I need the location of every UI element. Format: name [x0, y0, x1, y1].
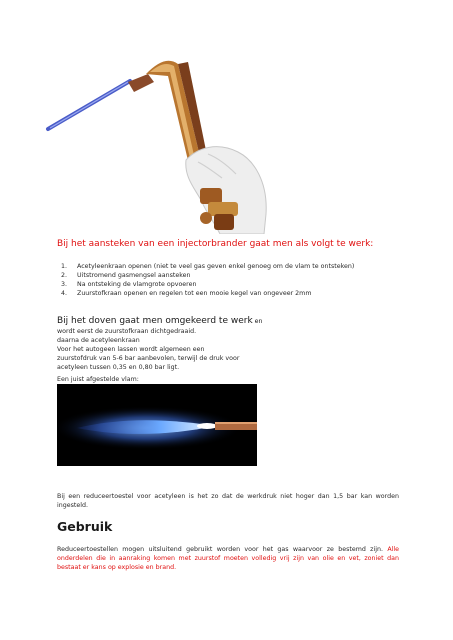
flame-photo — [57, 384, 257, 466]
step-text: Acetyleenkraan openen (niet te veel gas geven enkel genoeg om de vlam te ontsteken) — [77, 263, 355, 270]
shutdown-line: acetyleen tussen 0,35 en 0,80 bar ligt. — [57, 364, 180, 371]
usage-paragraph — [57, 545, 399, 572]
ignition-steps-list — [57, 262, 437, 298]
shutdown-line: daarna de acetyleenkraan — [57, 337, 140, 344]
step-text: Uitstromend gasmengsel aansteken — [77, 272, 191, 279]
shutdown-heading: Bij het doven gaat men omgekeerd te werk en — [57, 316, 263, 326]
step-text: Zuurstofkraan openen en regelen tot een mooie kegel van ongeveer 2mm — [77, 290, 312, 297]
section-title-gebruik: Gebruik — [57, 519, 113, 534]
list-item — [57, 271, 437, 280]
intro-heading: Bij het aansteken van een injectorbrander gaat men als volgt te werk: — [57, 239, 374, 249]
list-item — [57, 289, 437, 298]
step-number: 3. — [61, 281, 68, 288]
step-number: 1. — [61, 263, 68, 270]
reducer-paragraph: Bij een reduceertoestel voor acetyleen is het zo dat de werkdruk niet hoger dan 1,5 bar kan worden ingesteld. — [57, 493, 399, 509]
shutdown-line: Voor het autogeen lassen wordt algemeen een — [57, 346, 205, 353]
usage-warning: Alle onderdelen die in aanraking komen met zuurstof moeten volledig vrij zijn van olie en vet, zoniet dan bestaat er kans op explosie en brand. — [57, 546, 399, 571]
welding-torch-photo — [38, 2, 278, 234]
flame-caption: Een juist afgestelde vlam: — [57, 376, 139, 383]
step-text: Na ontsteking de vlamgrote opvoeren — [77, 281, 197, 288]
list-item — [57, 280, 437, 289]
step-number: 2. — [61, 272, 68, 279]
list-item — [57, 262, 437, 271]
usage-text: Reduceertoestellen mogen uitsluitend gebruikt worden voor het gas waarvoor ze bestemd zijn. — [57, 546, 383, 553]
step-number: 4. — [61, 290, 68, 297]
shutdown-section — [57, 316, 437, 372]
shutdown-line: zuurstofdruk van 5-6 bar aanbevolen, terwijl de druk voor — [57, 355, 240, 362]
shutdown-line: wordt eerst de zuurstofkraan dichtgedraaid. — [57, 328, 197, 335]
